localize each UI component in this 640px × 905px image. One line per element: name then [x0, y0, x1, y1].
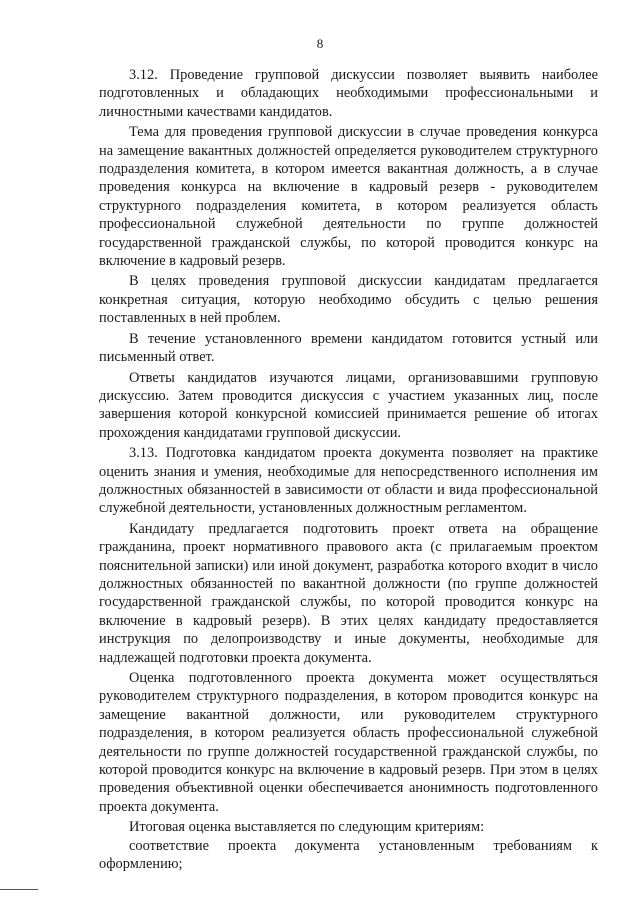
- paragraph-3-12: 3.12. Проведение групповой дискуссии позволяет выявить наиболее подготовленных и обладающих необходимыми профессиональными и личностными качествами кандидатов.: [99, 67, 598, 120]
- paragraph-answer-preparation: В течение установленного времени кандидатом готовится устный или письменный ответ.: [99, 330, 598, 366]
- paragraph-answers-review: Ответы кандидатов изучаются лицами, организовавшими групповую дискуссию. Затем проводится дискуссия с участием указанных лиц, после завершения которой конкурсной комиссией принимается решение об итогах прохождения кандидатами групповой дискуссии.: [99, 369, 598, 441]
- paragraph-document-task: Кандидату предлагается подготовить проект ответа на обращение гражданина, проект нормативного правового акта (с прилагаемым проектом пояснительной записки) или иной документ, разработка которого входит в число должностных обязанностей по вакантной должности (по группе должностей государственной гражданской службы, по которой проводится конкурс на включение в кадровый резерв). В этих целях кандидату предоставляется инструкция по делопроизводству и иные документы, необходимые для надлежащей подготовки проекта документа.: [99, 520, 598, 666]
- page-number: 8: [316, 36, 324, 51]
- document-body: [99, 66, 598, 873]
- page-edge-mark: [0, 889, 38, 890]
- paragraph-3-13: 3.13. Подготовка кандидатом проекта документа позволяет на практике оценить знания и умения, необходимые для непосредственного исполнения им должностных обязанностей в зависимости от области и вида профессиональной служебной деятельности, установленных должностным регламентом.: [99, 445, 598, 517]
- paragraph-document-evaluation: Оценка подготовленного проекта документа может осуществляться руководителем структурного подразделения, в котором проводится конкурс на замещение вакантной должности, или руководителем структурного подразделения, в котором реализуется область профессиональной служебной деятельности по группе должностей государственной гражданской службы, по которой проводится конкурс на включение в кадровый резерв. При этом в целях проведения объективной оценки обеспечивается анонимность подготовленного проекта документа.: [99, 670, 598, 815]
- paragraph-criteria-intro: Итоговая оценка выставляется по следующим критериям:: [129, 819, 485, 836]
- paragraph-discussion-situation: В целях проведения групповой дискуссии кандидатам предлагается конкретная ситуация, которую необходимо обсудить с целью решения поставленных в ней проблем.: [99, 273, 598, 327]
- paragraph-discussion-topic: Тема для проведения групповой дискуссии в случае проведения конкурса на замещение вакантных должностей определяется руководителем структурного подразделения комитета, в котором имеется вакантная должность, а в случае проведения конкурса на включение в кадровый резерв - руководителем структурного подразделения комитета, в котором реализуется область профессиональной служебной деятельности по группе должностей государственной гражданской службы, по которой проводится конкурс на включение в кадровый резерв.: [99, 124, 598, 270]
- paragraph-criterion-formatting: соответствие проекта документа установленным требованиям к оформлению;: [99, 837, 598, 873]
